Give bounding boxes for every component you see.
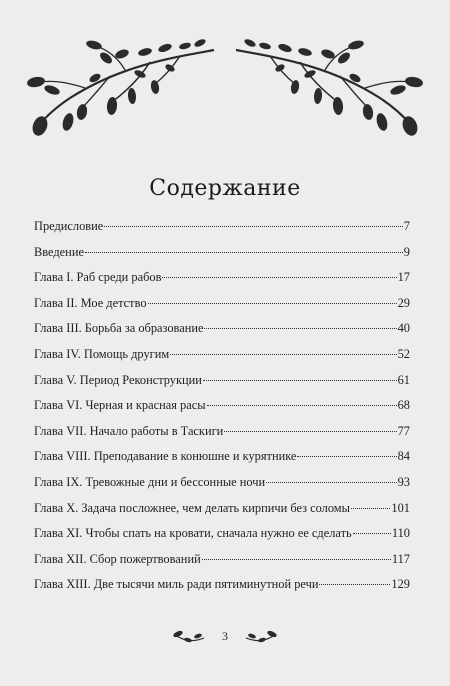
toc-entry-page: 68 [397,398,410,413]
toc-row[interactable] [34,424,410,450]
toc-entry-page: 93 [397,474,410,489]
toc-dot-leader [207,404,397,406]
toc-dot-leader [202,558,391,560]
toc-entry-page: 7 [403,219,410,233]
toc-entry-page: 117 [391,551,410,566]
toc-entry-label: Глава IX. Тревожные дни и бессонные ночи [34,474,266,489]
toc-entry-page: 29 [397,295,410,310]
toc-entry-label: Введение [34,244,84,259]
toc-row[interactable] [34,373,410,399]
toc-dot-leader [148,302,397,304]
toc-row[interactable] [34,398,410,424]
table-of-contents [34,219,410,603]
toc-entry-page: 61 [397,372,410,387]
toc-entry-page: 17 [397,270,410,285]
toc-entry-label: Глава V. Период Реконструкции [34,372,202,387]
toc-entry-page: 110 [391,526,410,541]
toc-entry-label: Глава X. Задача посложнее, чем делать кирпичи без соломы [34,500,350,515]
toc-dot-leader [104,225,403,227]
toc-dot-leader [204,327,396,329]
toc-entry-label: Глава VIII. Преподавание в конюшне и курятнике [34,449,297,464]
toc-entry-label: Глава VI. Черная и красная расы [34,398,206,413]
toc-dot-leader [203,379,397,381]
page-number: 3 [222,629,228,643]
toc-dot-leader [224,430,396,432]
toc-dot-leader [170,353,396,355]
toc-row[interactable] [34,219,410,245]
toc-entry-label: Предисловие [34,219,104,233]
toc-entry-page: 9 [403,244,410,259]
toc-row[interactable] [34,449,410,475]
toc-entry-label: Глава IV. Помощь другим [34,346,170,361]
toc-entry-label: Глава II. Мое детство [34,295,147,310]
toc-dot-leader [319,583,390,585]
toc-entry-label: Глава III. Борьба за образование [34,321,204,336]
toc-dot-leader [297,455,396,457]
toc-entry-label: Глава XII. Сбор пожертвований [34,551,201,566]
toc-dot-leader [266,481,396,483]
toc-entry-label: Глава VII. Начало работы в Таскиги [34,423,224,438]
toc-entry-page: 84 [397,449,410,464]
toc-entry-label: Глава XI. Чтобы спать на кровати, сначала нужно ее сделать [34,526,352,541]
toc-entry-page: 129 [391,577,410,592]
toc-row[interactable] [34,270,410,296]
toc-entry-label: Глава XIII. Две тысячи миль ради пятиминутной речи [34,577,319,592]
toc-dot-leader [351,507,390,509]
toc-row[interactable] [34,296,410,322]
toc-entry-page: 101 [391,500,410,515]
toc-dot-leader [85,251,403,253]
toc-entry-label: Глава I. Раб среди рабов [34,270,162,285]
toc-row[interactable] [34,321,410,347]
toc-row[interactable] [34,577,410,603]
toc-dot-leader [162,276,396,278]
toc-entry-page: 40 [397,321,410,336]
toc-row[interactable] [34,552,410,578]
toc-dot-leader [353,532,391,534]
toc-entry-page: 52 [397,346,410,361]
branch-ornament-icon [0,28,450,138]
toc-row[interactable] [34,245,410,271]
toc-row[interactable] [34,501,410,527]
toc-row[interactable] [34,526,410,552]
toc-entry-page: 77 [397,423,410,438]
page-title: Содержание [149,176,301,201]
toc-row[interactable] [34,475,410,501]
toc-row[interactable] [34,347,410,373]
